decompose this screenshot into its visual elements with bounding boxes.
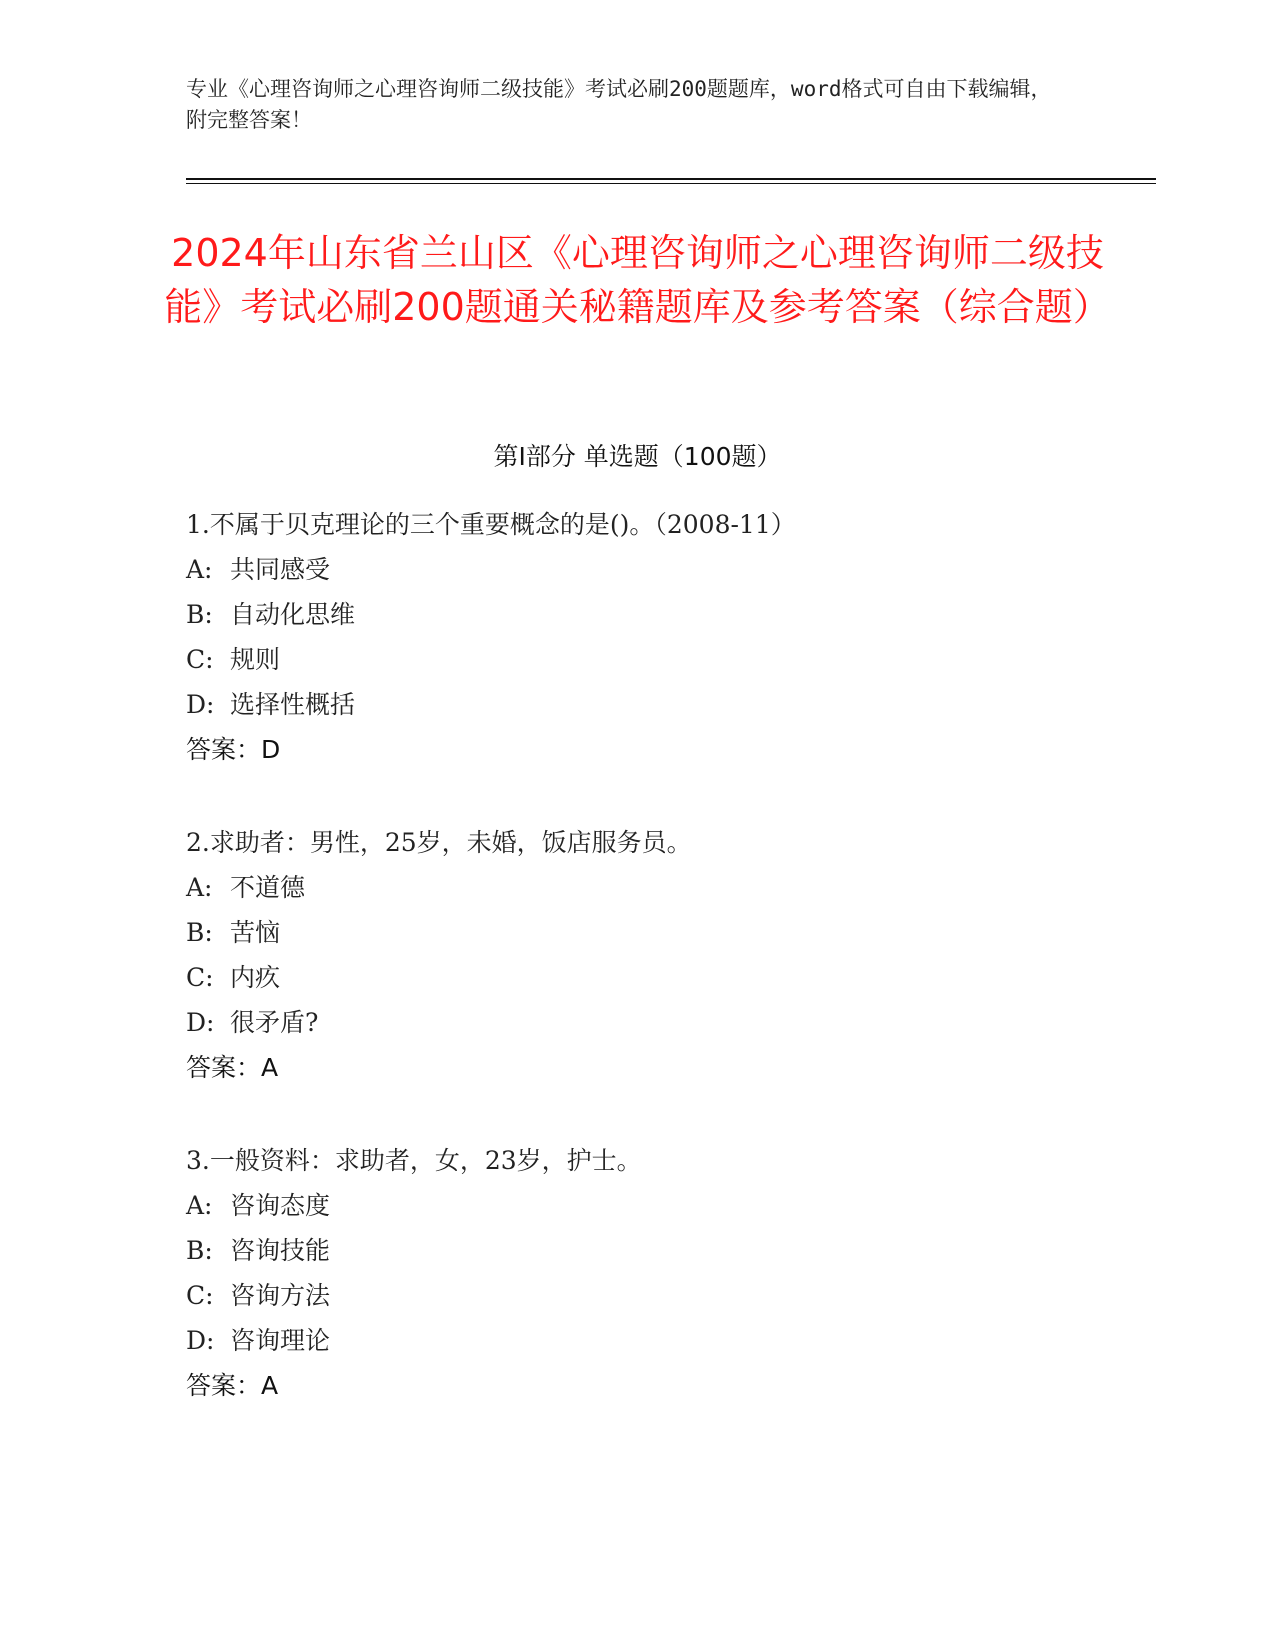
option-letter: D: <box>186 1008 215 1037</box>
header-note: 专业《心理咨询师之心理咨询师二级技能》考试必刷200题题库，word格式可自由下载编辑，附完整答案！ <box>186 77 1052 132</box>
question-3 <box>186 1144 1166 1414</box>
option-text: 不道德 <box>230 873 306 902</box>
option-text: 内疚 <box>230 963 281 992</box>
option-letter: B: <box>186 1236 213 1265</box>
option-text: 苦恼 <box>230 918 281 947</box>
header-rule-thin <box>186 183 1156 184</box>
option-letter: A: <box>186 1191 213 1220</box>
section-title: 第Ⅰ部分 单选题（100题） <box>493 442 782 471</box>
option-letter: C: <box>186 645 214 674</box>
option-c <box>186 643 1166 688</box>
option-a <box>186 1189 1166 1234</box>
option-text: 自动化思维 <box>230 600 356 629</box>
option-b <box>186 598 1166 643</box>
option-b <box>186 916 1166 961</box>
option-d <box>186 1006 1166 1051</box>
option-a <box>186 871 1166 916</box>
question-2 <box>186 826 1166 1096</box>
option-letter: C: <box>186 1281 214 1310</box>
question-1 <box>186 508 1166 778</box>
answer: 答案：D <box>186 735 281 764</box>
option-text: 咨询态度 <box>230 1191 331 1220</box>
header-rule-thick <box>186 178 1156 180</box>
option-letter: A: <box>186 555 213 584</box>
option-b <box>186 1234 1166 1279</box>
answer: 答案：A <box>186 1371 279 1400</box>
option-letter: D: <box>186 690 215 719</box>
option-d <box>186 1324 1166 1369</box>
answer: 答案：A <box>186 1053 279 1082</box>
option-text: 选择性概括 <box>230 690 356 719</box>
option-c <box>186 961 1166 1006</box>
question-stem: 2.求助者：男性，25岁，未婚，饭店服务员。 <box>186 828 692 857</box>
option-a <box>186 553 1166 598</box>
option-letter: B: <box>186 600 213 629</box>
option-letter: D: <box>186 1326 215 1355</box>
document-title: 2024年山东省兰山区《心理咨询师之心理咨询师二级技能》考试必刷200题通关秘籍题库及参考答案（综合题） <box>164 231 1111 329</box>
question-stem: 1.不属于贝克理论的三个重要概念的是()。（2008-11） <box>186 510 796 539</box>
option-text: 规则 <box>230 645 281 674</box>
option-c <box>186 1279 1166 1324</box>
option-d <box>186 688 1166 733</box>
option-text: 很矛盾? <box>230 1008 319 1037</box>
option-letter: C: <box>186 963 214 992</box>
option-text: 咨询理论 <box>230 1326 331 1355</box>
option-letter: A: <box>186 873 213 902</box>
option-text: 咨询技能 <box>230 1236 331 1265</box>
option-text: 共同感受 <box>230 555 331 584</box>
question-stem: 3.一般资料：求助者，女，23岁，护士。 <box>186 1146 642 1175</box>
option-text: 咨询方法 <box>230 1281 331 1310</box>
option-letter: B: <box>186 918 213 947</box>
